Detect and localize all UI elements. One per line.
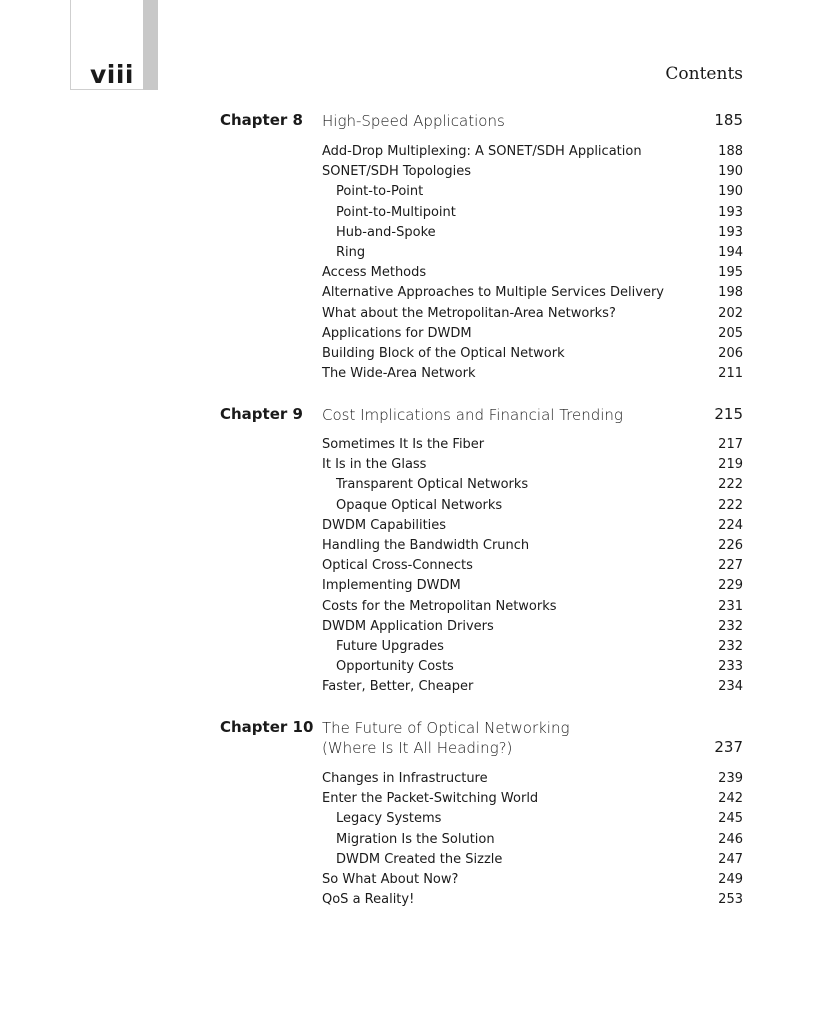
toc-entry [322,304,743,324]
toc-entry-page: 193 [718,224,743,240]
toc-entry-page: 233 [718,659,743,675]
toc-entry-page: 222 [718,477,743,493]
toc-entry-title: Costs for the Metropolitan Networks [322,598,557,614]
toc-entry-page: 190 [718,164,743,180]
toc-entry-title: Ring [336,244,366,260]
toc-entry [322,182,743,202]
toc-entry-title: Alternative Approaches to Multiple Services Delivery [322,285,664,301]
toc-entry [322,890,743,910]
entry-list [322,769,743,910]
toc-entry [322,344,743,364]
entry-list [322,435,743,697]
toc-entry [322,283,743,303]
toc-entry-page: 245 [718,811,743,827]
chapter-label: Chapter 9 [220,405,303,423]
toc-entry-page: 190 [718,184,743,200]
toc-entry-title: Faster, Better, Cheaper [322,679,474,695]
toc-entry-title: QoS a Reality! [322,892,415,908]
toc-entry [322,677,743,697]
toc-entry-title: Implementing DWDM [322,578,461,594]
toc-entry-page: 242 [718,791,743,807]
toc-entry-page: 211 [718,366,743,382]
toc-entry [322,142,743,162]
entry-list [322,142,743,384]
toc-entry-page: 195 [718,265,743,281]
chapter-label: Chapter 8 [220,111,303,129]
chapter-title: Cost Implications and Financial Trending [322,406,623,424]
toc-entry-page: 232 [718,638,743,654]
toc-entry-page: 231 [718,598,743,614]
toc-entry-title: Building Block of the Optical Network [322,345,565,361]
chapter-page: 185 [714,111,743,129]
chapter-label: Chapter 10 [220,718,314,736]
toc-entry [322,496,743,516]
toc-entry-page: 234 [718,679,743,695]
toc-entry [322,789,743,809]
toc-entry-page: 246 [718,831,743,847]
toc-entry [322,809,743,829]
toc-entry-title: Future Upgrades [336,638,444,654]
toc-entry [322,223,743,243]
toc-entry-page: 194 [718,244,743,260]
toc-entry [322,830,743,850]
toc-entry-page: 247 [718,851,743,867]
toc-entry [322,324,743,344]
toc-entry-page: 249 [718,871,743,887]
toc-entry-title: Access Methods [322,265,427,281]
toc-entry [322,637,743,657]
toc-entry [322,243,743,263]
toc-entry-title: Opaque Optical Networks [336,497,503,513]
toc-entry-page: 217 [718,437,743,452]
toc-entry [322,435,743,455]
toc-entry-title: Hub-and-Spoke [336,224,436,240]
toc-entry-title: Point-to-Point [336,184,424,200]
toc-entry [322,657,743,677]
toc-entry-page: 219 [718,457,743,473]
chapter-title-line-1: The Future of Optical Networking [322,719,570,737]
toc-entry-page: 188 [718,144,743,159]
running-head: Contents [665,64,743,84]
toc-entry-page: 222 [718,497,743,513]
toc-entry-page: 226 [718,537,743,553]
toc-entry [322,576,743,596]
toc-entry [322,203,743,223]
toc-entry-title: Legacy Systems [336,811,442,827]
toc-entry-title: It Is in the Glass [322,457,427,473]
toc-entry [322,850,743,870]
toc-entry-title: The Wide-Area Network [322,366,476,382]
toc-entry-title: Point-to-Multipoint [336,204,456,220]
toc-entry-title: Applications for DWDM [322,325,472,341]
toc-entry-title: Changes in Infrastructure [322,771,488,786]
toc-entry-title: Transparent Optical Networks [336,477,529,493]
toc-entry [322,870,743,890]
toc-entry-page: 239 [718,771,743,786]
toc-entry-page: 205 [718,325,743,341]
toc-entry-title: Sometimes It Is the Fiber [322,437,485,452]
toc-entry-title: DWDM Created the Sizzle [336,851,503,867]
chapter-title: High-Speed Applications [322,112,505,130]
page-number: viii [90,60,135,89]
toc-entry [322,455,743,475]
chapter-title [322,718,570,758]
toc-entry-title: SONET/SDH Topologies [322,164,472,180]
toc-entry-title: So What About Now? [322,871,459,887]
toc-entry-title: Migration Is the Solution [336,831,495,847]
toc-entry-page: 232 [718,618,743,634]
toc-entry [322,536,743,556]
toc-entry [322,516,743,536]
chapter-title-line-2: (Where Is It All Heading?) [322,739,513,757]
toc-entry-title: Handling the Bandwidth Crunch [322,537,530,553]
toc-entry [322,263,743,283]
toc-entry-page: 227 [718,558,743,574]
toc-entry [322,617,743,637]
toc-entry-page: 193 [718,204,743,220]
toc-entry-title: Add-Drop Multiplexing: A SONET/SDH Application [322,144,642,159]
toc-entry [322,364,743,384]
toc-entry-page: 198 [718,285,743,301]
toc-entry-page: 206 [718,345,743,361]
toc-entry [322,769,743,789]
toc-entry-title: DWDM Application Drivers [322,618,494,634]
toc-entry-title: What about the Metropolitan-Area Networks? [322,305,616,321]
chapter-page: 215 [714,405,743,423]
chapter-page: 237 [714,738,743,756]
toc-entry [322,475,743,495]
toc-entry [322,597,743,617]
toc-entry-title: DWDM Capabilities [322,517,447,533]
toc-entry [322,162,743,182]
toc-entry-page: 224 [718,517,743,533]
toc-entry-title: Enter the Packet-Switching World [322,791,539,807]
toc-entry [322,556,743,576]
toc-entry-page: 229 [718,578,743,594]
toc-entry-title: Opportunity Costs [336,659,454,675]
page-tab-bar [143,0,158,90]
toc-entry-page: 202 [718,305,743,321]
toc-entry-page: 253 [718,892,743,908]
toc-entry-title: Optical Cross-Connects [322,558,473,574]
